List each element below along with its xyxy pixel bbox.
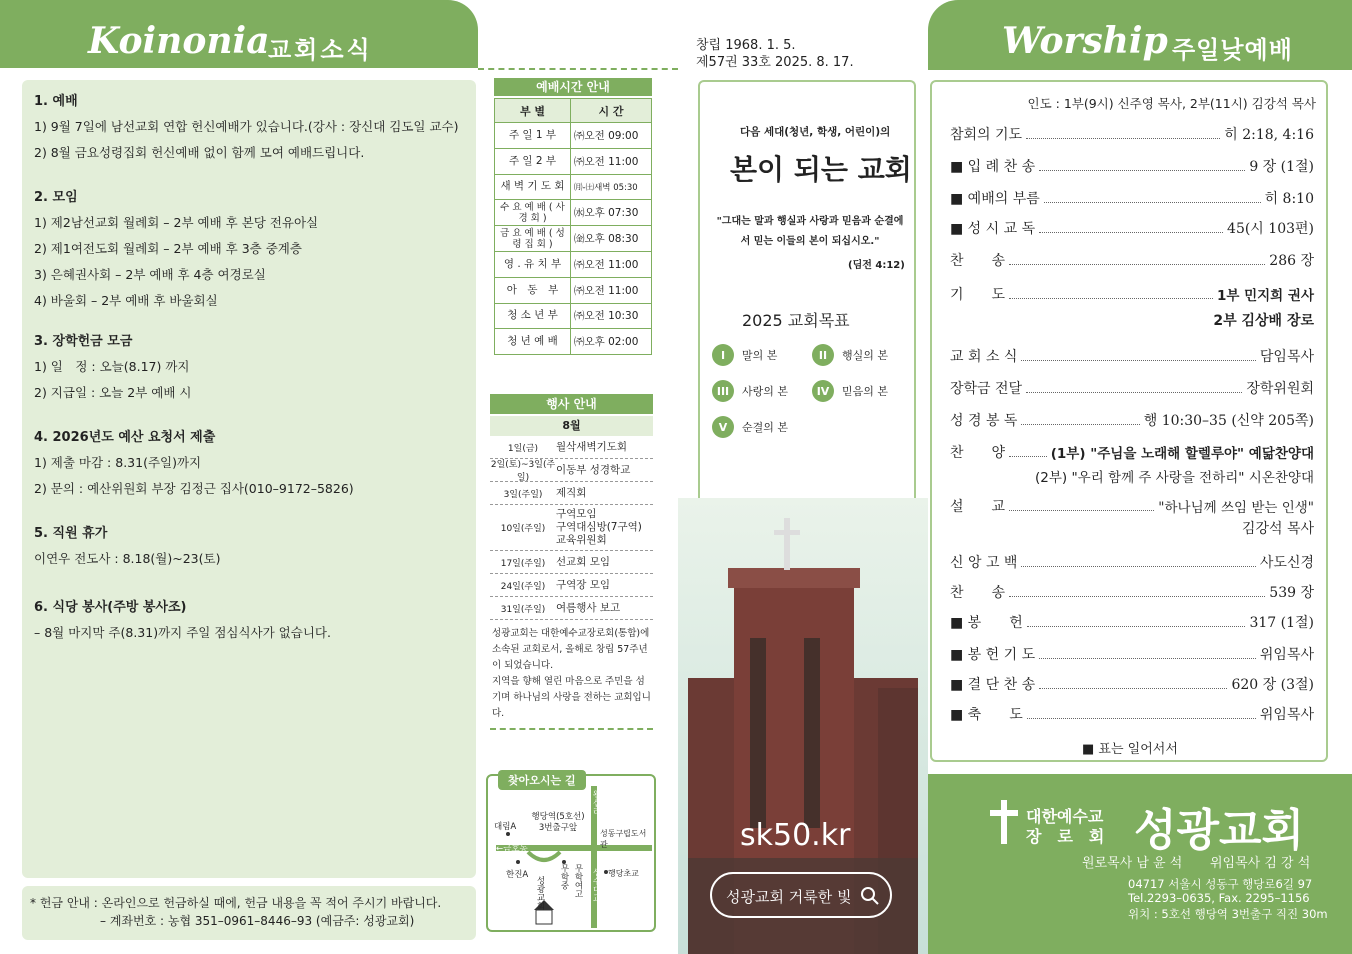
denomination-line-1: 대한예수교 — [1026, 807, 1104, 826]
schedule-row — [495, 174, 652, 200]
church-news-title: 교회소식 — [268, 36, 373, 64]
goal-item — [812, 344, 888, 366]
directions-map — [486, 774, 656, 932]
worship-item — [950, 346, 1314, 366]
events-title: 행사 안내 — [490, 394, 653, 414]
event-text: 제직회 — [556, 486, 587, 499]
denomination-line-2: 장 로 회 — [1026, 827, 1105, 846]
worship-item-value: 620 장 (3절) — [1231, 677, 1314, 693]
news-section-title: 1. 예배 — [34, 94, 78, 109]
schedule-row — [495, 123, 652, 149]
news-section-title: 4. 2026년도 예산 요청서 제출 — [34, 430, 216, 445]
worship-item — [950, 156, 1314, 176]
event-row — [490, 574, 653, 597]
dotted-leader — [1026, 392, 1242, 393]
schedule-dept: 청 소 년 부 — [495, 303, 571, 329]
theme-small: 다음 세대(청년, 학생, 어린이)의 — [740, 126, 891, 138]
event-row — [490, 551, 653, 574]
schedule-row — [495, 329, 652, 355]
phone-fax: Tel.2293–0635, Fax. 2295–1156 — [1128, 891, 1310, 905]
worship-item-value: 317 (1절) — [1249, 615, 1314, 631]
dotted-leader — [1026, 138, 1220, 139]
events-month: 8월 — [490, 416, 653, 436]
worship-item-label: 찬 송 — [950, 585, 1006, 601]
news-section — [34, 330, 464, 401]
news-line: 2) 지급일 : 오늘 2부 예배 시 — [34, 385, 192, 400]
news-line: 2) 8월 금요성령집회 헌신예배 없이 함께 모여 예배드립니다. — [34, 145, 365, 160]
worship-item — [950, 410, 1314, 430]
address: 04717 서울시 성동구 행당로6길 97 — [1128, 877, 1313, 891]
goal-text: 행실의 본 — [842, 349, 889, 362]
schedule-time: ㈜오전 11:00 — [571, 277, 652, 303]
event-text: 선교회 모임 — [556, 555, 611, 568]
event-date: 10일(주일) — [500, 524, 546, 534]
schedule-col-time: 시 간 — [571, 99, 652, 123]
worship-item-label: ■ 봉 헌 기 도 — [950, 647, 1036, 663]
church-about: 성광교회는 대한예수교장로회(통합)에 소속된 교회로서, 올해로 창립 57주년이 되었습니다. 지역을 향해 열린 마음으로 주민을 섬기며 하나님의 사랑을 전하는 교회입니다. — [490, 626, 653, 730]
dotted-leader — [1039, 688, 1227, 689]
worship-item-value: 45(시 103편) — [1227, 221, 1314, 237]
goal-item — [712, 380, 788, 402]
worship-item-label: 신 앙 고 백 — [950, 555, 1018, 571]
map-label-seongsu: 성수대교 — [591, 868, 601, 902]
event-date: 3일(주일) — [503, 489, 543, 500]
event-date: 17일(주일) — [500, 558, 546, 569]
worship-item-value: 위임목사 — [1259, 707, 1314, 723]
event-row — [490, 482, 653, 505]
event-text: 월삭새벽기도회 — [556, 440, 628, 453]
goal-number: I — [712, 344, 734, 366]
worship-title: 주일낮예배 — [1172, 36, 1293, 64]
schedule-time: ㈮오후 08:30 — [571, 226, 652, 252]
schedule-dept: 새 벽 기 도 회 — [495, 174, 571, 200]
worship-item — [950, 442, 1314, 462]
dotted-leader — [1009, 264, 1265, 265]
news-section — [34, 522, 464, 567]
event-text: 구역모임 구역대심방(7구역) 교육위원회 — [556, 508, 642, 546]
event-date: 1일(금) — [507, 443, 539, 454]
koinonia-header — [0, 0, 478, 68]
worship-item — [950, 582, 1314, 602]
news-panel — [22, 80, 476, 878]
schedule-row — [495, 226, 652, 252]
news-line: 2) 제1여전도회 월례회 – 2부 예배 후 3층 중계층 — [34, 241, 302, 256]
schedule-title: 예배시간 안내 — [494, 78, 652, 96]
worship-item-value: 장학위원회 — [1246, 381, 1314, 397]
koinonia-script-title: Koinonia — [88, 20, 270, 62]
goal-number: III — [712, 380, 734, 402]
dotted-leader — [1039, 170, 1245, 171]
dotted-leader — [1009, 510, 1154, 511]
worship-item-label: ■ 결 단 찬 송 — [950, 677, 1036, 693]
worship-item — [950, 612, 1314, 632]
offering-line-2: – 계좌번호 : 농협 351–0961–8446–93 (예금주: 성광교회) — [100, 914, 415, 928]
worship-item-label: 장학금 전달 — [950, 381, 1023, 397]
news-section — [34, 186, 464, 309]
worship-item-label: ■ 입 례 찬 송 — [950, 159, 1036, 175]
dotted-leader — [1021, 424, 1139, 425]
worship-item-label: 찬 양 — [950, 445, 1006, 461]
news-section — [34, 90, 464, 161]
event-row — [490, 597, 653, 620]
schedule-time: ㈬오후 07:30 — [571, 200, 652, 226]
worship-item-value: (1부) "주님을 노래해 할렐루야" 예닮찬양대 — [1050, 446, 1314, 462]
news-line: 이연우 전도사 : 8.18(월)~23(토) — [34, 551, 221, 566]
worship-item-label: ■ 축 도 — [950, 707, 1023, 723]
worship-leader: 인도 : 1부(9시) 신주영 목사, 2부(11시) 김강석 목사 — [1027, 96, 1316, 111]
goal-number: IV — [812, 380, 834, 402]
worship-item-label: 찬 송 — [950, 253, 1006, 269]
dotted-leader — [1039, 232, 1223, 233]
news-line: 2) 문의 : 예산위원회 부장 김정근 집사(010–9172–5826) — [34, 481, 354, 496]
goal-number: II — [812, 344, 834, 366]
worship-item-label: 설 교 — [950, 499, 1006, 515]
event-row — [490, 459, 653, 482]
worship-item — [950, 496, 1314, 516]
dotted-leader — [1039, 658, 1256, 659]
event-text: 구역장 모임 — [556, 578, 611, 591]
goal-number: V — [712, 416, 734, 438]
church-footer — [928, 774, 1352, 954]
search-text: 성광교회 거룩한 빛 — [726, 888, 852, 906]
dotted-leader — [1021, 566, 1255, 567]
dotted-leader — [1009, 298, 1213, 299]
worship-item-label: 참회의 기도 — [950, 127, 1023, 143]
worship-item — [950, 250, 1314, 270]
schedule-time: ㈜오전 09:00 — [571, 123, 652, 149]
theme-big: 본이 되는 교회 — [730, 153, 912, 186]
issue-number: 제57권 33호 2025. 8. 17. — [696, 55, 854, 70]
schedule-time: ㈜오전 10:30 — [571, 303, 652, 329]
goal-text: 말의 본 — [742, 349, 778, 362]
sermon-line-2: 김강석 목사 — [1241, 521, 1314, 537]
event-date: 31일(주일) — [500, 604, 546, 615]
stand-note: ■ 표는 일어서서 — [1082, 742, 1178, 757]
offering-line-1: * 헌금 안내 : 온라인으로 헌금하실 때에, 헌금 내용을 꼭 적어 주시기 바랍니다. — [30, 896, 442, 910]
map-label-muhak-girls: 무학여고 — [573, 864, 583, 898]
schedule-dept: 금 요 예 배 ( 성 령 집 회 ) — [495, 226, 571, 252]
worship-script-title: Worship — [1002, 20, 1168, 62]
praise-line-2: (2부) "우리 함께 주 사랑을 전하리" 시온찬양대 — [1035, 470, 1314, 486]
goal-title: 2025 교회목표 — [742, 311, 850, 330]
map-title: 찾아오시는 길 — [498, 770, 586, 790]
location: 위치 : 5호선 행당역 3번출구 직진 30m — [1128, 907, 1328, 921]
senior-pastor: 위임목사 김 강 석 — [1210, 856, 1311, 871]
map-label-elementary: 행당초교 — [608, 869, 639, 878]
goal-text: 믿음의 본 — [842, 385, 889, 398]
news-section-title: 6. 식당 봉사(주방 봉사조) — [34, 600, 187, 615]
news-section-title: 2. 모임 — [34, 190, 78, 205]
verse-reference: (딤전 4:12) — [848, 260, 905, 271]
schedule-time: ㈜오후 02:00 — [571, 329, 652, 355]
worship-item-value: 히 2:18, 4:16 — [1224, 127, 1314, 143]
news-section-title: 5. 직원 휴가 — [34, 526, 108, 541]
worship-item — [950, 674, 1314, 694]
worship-item — [950, 124, 1314, 144]
worship-item-value: 1부 민지희 권사 — [1216, 288, 1314, 304]
website-text[interactable]: sk50.kr — [740, 818, 851, 853]
schedule-row — [495, 277, 652, 303]
news-section — [34, 596, 464, 641]
events-list — [490, 436, 653, 620]
schedule-dept: 영 . 유 치 부 — [495, 251, 571, 277]
schedule-row — [495, 303, 652, 329]
dotted-leader — [1009, 456, 1047, 457]
emeritus-pastor: 원로목사 남 윤 석 — [1082, 856, 1183, 871]
worship-item-label: ■ 예배의 부름 — [950, 191, 1040, 207]
dotted-leader — [1044, 202, 1261, 203]
worship-item-value: 위임목사 — [1259, 647, 1314, 663]
map-label-wangsimni: 왕십리 — [591, 790, 601, 816]
cover-panel — [678, 78, 928, 954]
schedule-time: ㈪-㈯새벽 05:30 — [571, 174, 652, 200]
worship-item — [950, 284, 1314, 304]
worship-item-label: 성 경 봉 독 — [950, 413, 1018, 429]
news-line: 1) 제출 마감 : 8.31(주일)까지 — [34, 455, 202, 470]
news-line: – 8월 마지막 주(8.31)까지 주일 점심식사가 없습니다. — [34, 625, 331, 640]
news-section — [34, 426, 464, 497]
worship-item — [950, 552, 1314, 572]
offering-notice — [22, 886, 476, 940]
schedule-dept: 수 요 예 배 ( 사 경 회 ) — [495, 200, 571, 226]
schedule-dept: 아 동 부 — [495, 277, 571, 303]
map-label-daelim: 대림A — [494, 822, 517, 832]
schedule-row — [495, 251, 652, 277]
event-text: 이동부 성경학교 — [556, 463, 631, 476]
goal-item — [812, 380, 888, 402]
goal-text: 순결의 본 — [742, 421, 789, 434]
worship-item — [950, 704, 1314, 724]
goal-item — [712, 416, 788, 438]
dotted-leader — [1009, 596, 1265, 597]
map-label-muhak-middle: 무학중 — [559, 864, 569, 890]
goal-list — [712, 344, 902, 444]
search-pill[interactable] — [710, 872, 892, 918]
founded-date: 창립 1968. 1. 5. — [696, 38, 796, 53]
worship-header — [928, 0, 1352, 70]
worship-item-value: 행 10:30–35 (신약 205쪽) — [1143, 413, 1314, 429]
event-row — [490, 505, 653, 551]
map-label-church: 성광교회 — [535, 876, 545, 910]
goal-item — [712, 344, 777, 366]
divider — [478, 68, 678, 70]
schedule-time: ㈜오전 11:00 — [571, 148, 652, 174]
worship-item-value: 539 장 — [1269, 585, 1314, 601]
schedule-row — [495, 148, 652, 174]
worship-item — [950, 378, 1314, 398]
theme-verse: "그대는 말과 행실과 사랑과 믿음과 순결에서 믿는 이들의 본이 되십시오." — [716, 216, 904, 247]
worship-item-value: 9 장 (1절) — [1249, 159, 1314, 175]
schedule-dept: 주 일 2 부 — [495, 148, 571, 174]
news-section-title: 3. 장학헌금 모금 — [34, 334, 133, 349]
news-line: 3) 은혜권사회 – 2부 예배 후 4층 여경로실 — [34, 267, 266, 282]
schedule-col-dept: 부 별 — [495, 99, 571, 123]
news-line: 1) 제2남선교회 월례회 – 2부 예배 후 본당 전유아실 — [34, 215, 319, 230]
worship-item-value: "하나님께 쓰임 받는 인생" — [1158, 500, 1314, 516]
news-line: 4) 바울회 – 2부 예배 후 바울회실 — [34, 293, 218, 308]
schedule-row — [495, 200, 652, 226]
worship-item — [950, 644, 1314, 664]
event-text: 여름행사 보고 — [556, 601, 621, 614]
worship-item-value: 286 장 — [1269, 253, 1314, 269]
worship-item — [950, 188, 1314, 208]
worship-item-label: 교 회 소 식 — [950, 349, 1018, 365]
dotted-leader — [1027, 626, 1246, 627]
cross-logo-icon — [988, 800, 1020, 844]
map-label-station: 행당역(5호선) 3번출구앞 — [531, 812, 585, 833]
dotted-leader — [1027, 718, 1256, 719]
worship-order — [930, 80, 1328, 762]
news-line: 1) 9월 7일에 남선교회 연합 헌신예배가 있습니다.(강사 : 장신대 김도일 교수) — [34, 119, 459, 134]
prayer-line-2: 2부 김상배 장로 — [1213, 313, 1314, 329]
worship-item-value: 사도신경 — [1259, 555, 1314, 571]
goal-text: 사랑의 본 — [742, 385, 789, 398]
worship-item — [950, 218, 1314, 238]
event-row — [490, 436, 653, 459]
event-date: 24일(주일) — [500, 581, 546, 592]
worship-item-value: 히 8:10 — [1264, 191, 1314, 207]
worship-item-value: 담임목사 — [1259, 349, 1314, 365]
schedule-time: ㈜오전 11:00 — [571, 251, 652, 277]
worship-item-label: ■ 봉 헌 — [950, 615, 1023, 631]
schedule-dept: 주 일 1 부 — [495, 123, 571, 149]
worship-item-label: ■ 성 시 교 독 — [950, 221, 1036, 237]
schedule-table — [494, 98, 652, 355]
worship-schedule — [494, 78, 652, 355]
events-section — [490, 394, 653, 730]
event-date: 2일(토)~3일(주일) — [490, 460, 556, 483]
worship-item-label: 기 도 — [950, 287, 1006, 303]
map-label-library: 성동구립도서관 — [600, 829, 647, 849]
dotted-leader — [1021, 360, 1255, 361]
map-label-hanjin: 한진A — [506, 870, 529, 880]
schedule-dept: 청 년 예 배 — [495, 329, 571, 355]
church-name: 성광교회 — [1134, 805, 1305, 856]
news-line: 1) 일 정 : 오늘(8.17) 까지 — [34, 359, 190, 374]
map-label-geumho: ←금호동 — [496, 844, 528, 854]
search-icon — [860, 886, 880, 906]
